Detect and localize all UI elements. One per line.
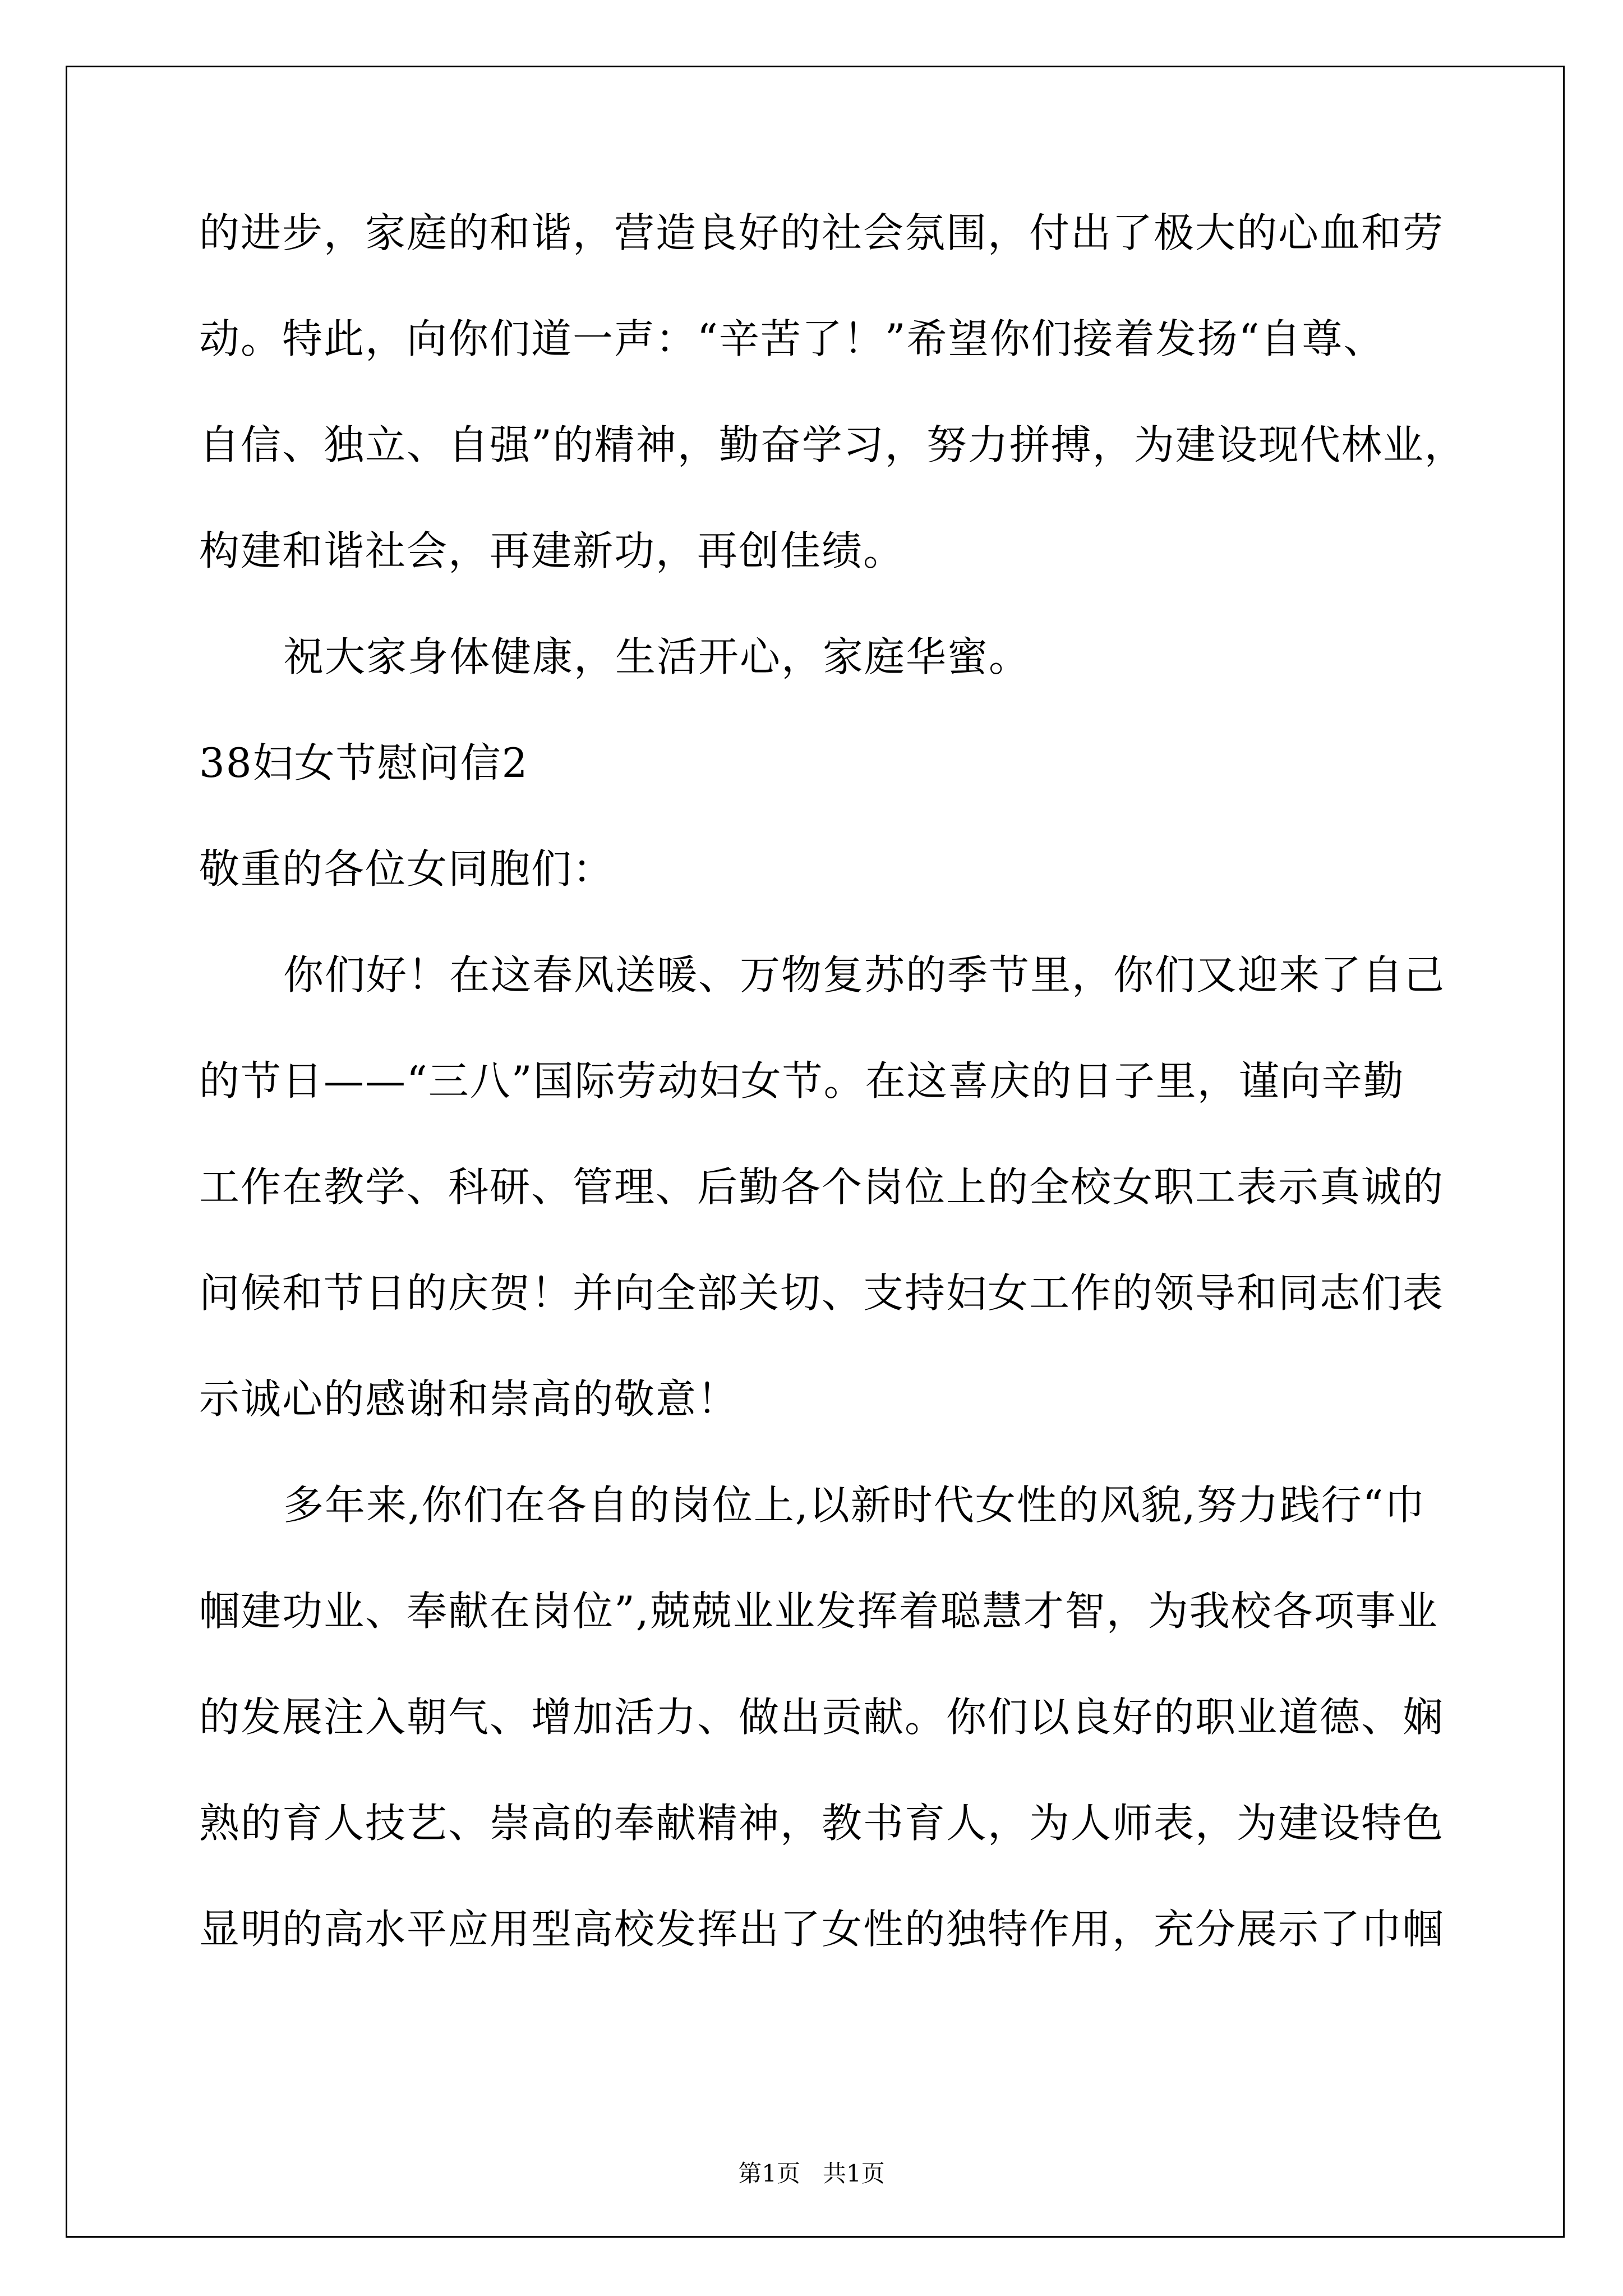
text-line: 熟的育人技艺、崇高的奉献精神，教书育人，为人师表，为建设特色 [199, 1800, 1445, 1847]
text-line: 祝大家身体健康，生活开心，家庭华蜜。 [283, 633, 1031, 680]
text-line: 显明的高水平应用型高校发挥出了女性的独特作用，充分展示了巾帼 [199, 1906, 1445, 1953]
text-line: 你们好！在这春风送暖、万物复苏的季节里，你们又迎来了自己 [283, 951, 1446, 999]
text-line: 帼建功业、奉献在岗位”,兢兢业业发挥着聪慧才智，为我校各项事业 [199, 1588, 1438, 1635]
text-line: 的进步，家庭的和谐，营造良好的社会氛围，付出了极大的心血和劳 [199, 209, 1445, 256]
text-line: 示诚心的感谢和崇高的敬意！ [199, 1375, 739, 1423]
salutation: 敬重的各位女同胞们： [199, 845, 615, 892]
text-line: 的发展注入朝气、增加活力、做出贡献。你们以良好的职业道德、娴 [199, 1694, 1445, 1741]
text-line: 问候和节日的庆贺！并向全部关切、支持妇女工作的领导和同志们表 [199, 1269, 1445, 1317]
text-line: 多年来,你们在各自的岗位上,以新时代女性的风貌,努力践行“巾 [283, 1481, 1426, 1529]
text-line: 构建和谐社会，再建新功，再创佳绩。 [199, 527, 905, 574]
text-line: 自信、独立、自强”的精神，勤奋学习，努力拼搏，为建设现代林业， [199, 421, 1466, 468]
section-title: 38妇女节慰问信2 [199, 739, 529, 786]
text-line: 动。特此，向你们道一声：“辛苦了！”希望你们接着发扬“自尊、 [199, 315, 1385, 362]
text-line: 工作在教学、科研、管理、后勤各个岗位上的全校女职工表示真诚的 [199, 1163, 1445, 1211]
page-number-footer: 第1页 共1页 [738, 2160, 885, 2187]
document-body [199, 205, 1489, 2007]
text-line: 的节日——“三八”国际劳动妇女节。在这喜庆的日子里，谨向辛勤 [199, 1057, 1405, 1105]
